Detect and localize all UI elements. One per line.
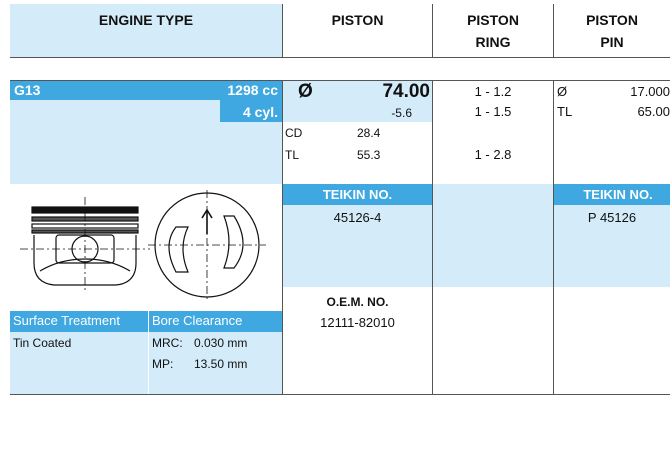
header-bottom-line (10, 57, 670, 58)
bore-mrc-value: 0.030 mm (194, 336, 248, 350)
pin-diameter-symbol: Ø (557, 84, 568, 99)
header-engine-type: ENGINE TYPE (98, 12, 194, 28)
header-piston: PISTON (331, 12, 384, 28)
header-piston-pin-line2: PIN (600, 34, 624, 50)
divider-1b (282, 80, 283, 394)
oem-label: O.E.M. NO. (326, 295, 389, 309)
piston-diameter-symbol: Ø (298, 81, 313, 102)
piston-cd-value: 28.4 (357, 126, 381, 140)
piston-top-drawing (148, 190, 268, 300)
engine-code: G13 (14, 82, 41, 98)
engine-cylinders: 4 cyl. (242, 104, 278, 120)
pin-tl-value: 65.00 (637, 104, 670, 119)
pin-diameter: 17.000 (630, 84, 670, 99)
teikin-piston-number: 45126-4 (333, 210, 382, 225)
divider-3b (553, 80, 554, 394)
piston-cd-label: CD (285, 126, 303, 140)
surface-treatment-label: Surface Treatment (13, 313, 120, 328)
divider-2b (432, 80, 433, 394)
teikin-pin-number: P 45126 (587, 210, 637, 225)
piston-tl-value: 55.3 (357, 148, 381, 162)
body-top-line (10, 80, 670, 81)
teikin-label-pin: TEIKIN NO. (583, 187, 653, 202)
oem-number: 12111-82010 (320, 315, 395, 330)
ring-3: 1 - 2.8 (474, 147, 512, 162)
teikin-label-piston: TEIKIN NO. (322, 187, 393, 202)
engine-displacement: 1298 cc (227, 82, 278, 98)
piston-side-drawing (20, 195, 150, 295)
divider-treatment (148, 311, 149, 394)
ring-2: 1 - 1.5 (474, 104, 512, 119)
bore-mrc-label: MRC: (152, 336, 183, 350)
piston-offset: -5.6 (391, 106, 412, 120)
divider-2 (432, 4, 433, 57)
surface-treatment-value: Tin Coated (13, 336, 72, 350)
bore-clearance-label: Bore Clearance (152, 313, 243, 328)
bore-mp-label: MP: (152, 357, 174, 371)
divider-3 (553, 4, 554, 57)
bore-mp-value: 13.50 mm (194, 357, 248, 371)
ring-1: 1 - 1.2 (474, 84, 512, 99)
header-piston-ring-line1: PISTON (467, 12, 519, 28)
header-piston-pin-line1: PISTON (586, 12, 638, 28)
pin-tl-label: TL (557, 104, 573, 119)
header-piston-ring-line2: RING (475, 34, 511, 50)
body-bottom-line (10, 394, 670, 395)
piston-diameter: 74.00 (382, 81, 430, 102)
piston-tl-label: TL (285, 148, 300, 162)
divider-1 (282, 4, 283, 57)
